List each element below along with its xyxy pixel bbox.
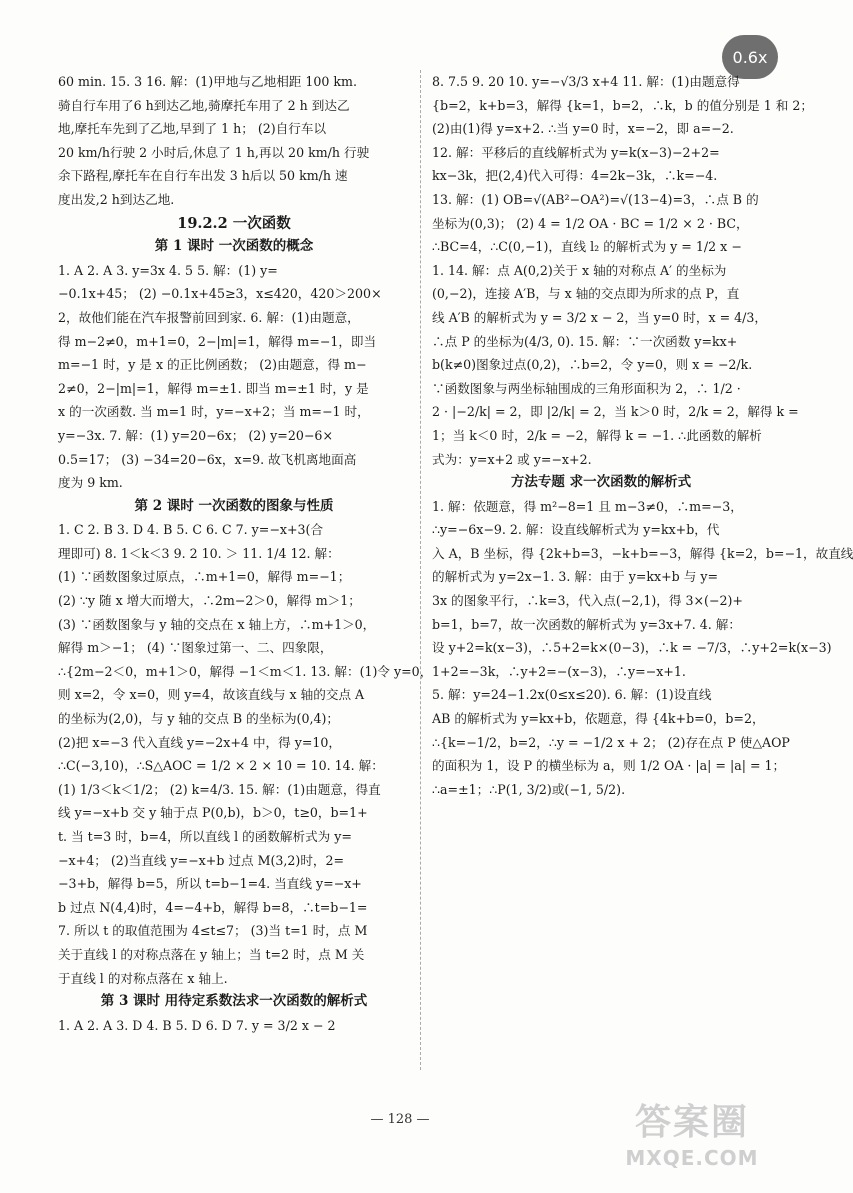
answer-line: 地,摩托车先到了乙地,早到了 1 h； (2)自行车以 — [58, 121, 327, 137]
answer-line: (2)把 x=−3 代入直线 y=−2x+4 中，得 y=10， — [58, 734, 342, 750]
answer-line: x 的一次函数. 当 m=1 时，y=−x+2；当 m=−1 时， — [58, 404, 370, 420]
answer-line: 解得 m＞−1； (4) ∵图象过第一、二、四象限， — [58, 640, 333, 656]
answer-line: 2≠0，2−|m|=1，解得 m=±1. 即当 m=±1 时，y 是 — [58, 380, 369, 396]
answer-line: ∴C(−3,10)，∴S△AOC = 1/2 × 2 × 10 = 10. 14. 解： — [58, 758, 384, 774]
answer-line: 的面积为 1，设 P 的横坐标为 a，则 1/2 OA · |a| = |a| = 1； — [432, 758, 786, 774]
answer-line: 的坐标为(2,0)，与 y 轴的交点 B 的坐标为(0,4)； — [58, 711, 339, 727]
answer-line: b(k≠0)图象过点(0,2)，∴b=2，令 y=0，则 x = −2/k. — [432, 357, 753, 373]
answer-line: 1. 14. 解：点 A(0,2)关于 x 轴的对称点 A′ 的坐标为 — [432, 262, 727, 278]
answer-line: 度为 9 km. — [58, 475, 123, 491]
section-heading: 第 3 课时 用待定系数法求一次函数的解析式 — [100, 993, 368, 1010]
answer-line: 得 m−2≠0，m+1=0，2−|m|=1，解得 m=−1，即当 — [58, 333, 377, 349]
answer-line: 2，故他们能在汽车报警前回到家. 6. 解：(1)由题意， — [58, 309, 360, 325]
answer-line: 于直线 l 的对称点落在 x 轴上. — [58, 970, 228, 986]
right-column — [432, 70, 853, 801]
answer-line: 线 y=−x+b 交 y 轴于点 P(0,b)，b＞0，t≥0，b=1+ — [58, 805, 368, 821]
answer-line: 1. A 2. A 3. D 4. B 5. D 6. D 7. y = 3/2 x − 2 — [58, 1017, 336, 1033]
answer-line: 线 A′B 的解析式为 y = 3/2 x − 2，当 y=0 时，x = 4/3， — [432, 309, 767, 325]
answer-line: AB 的解析式为 y=kx+b，依题意，得 {4k+b=0，b=2， — [432, 711, 765, 727]
section-heading: 第 1 课时 一次函数的概念 — [154, 238, 314, 255]
answer-line: (1) 1/3＜k＜1/2； (2) k=4/3. 15. 解：(1)由题意，得直 — [58, 781, 381, 797]
answer-line: 度出发,2 h到达乙地. — [58, 191, 175, 207]
answer-line: 的解析式为 y=2x−1. 3. 解：由于 y=kx+b 与 y= — [432, 569, 719, 585]
left-column — [58, 70, 433, 1037]
answer-line: kx−3k，把(2,4)代入可得：4=2k−3k，∴k=−4. — [432, 168, 718, 184]
answer-line: (0,−2)，连接 A′B，与 x 轴的交点即为所求的点 P，直 — [432, 286, 740, 302]
watermark-text: 答案圈 — [634, 1102, 749, 1143]
answer-line: 式为：y=x+2 或 y=−x+2. — [432, 451, 592, 467]
answer-line: 则 x=2，令 x=0，则 y=4，故该直线与 x 轴的交点 A — [58, 687, 365, 703]
answer-line: 理即可) 8. 1＜k＜3 9. 2 10. ＞ 11. 1/4 12. 解： — [58, 545, 340, 561]
answer-line: 1；当 k＜0 时，2/k = −2，解得 k = −1. ∴此函数的解析 — [432, 427, 762, 443]
column-divider — [420, 70, 421, 1070]
answer-line: {b=2，k+b=3，解得 {k=1，b=2，∴k，b 的值分别是 1 和 2； — [432, 97, 813, 113]
answer-line: (1) ∵函数图象过原点，∴m+1=0，解得 m=−1； — [58, 569, 351, 585]
watermark-logo — [602, 1101, 782, 1181]
answer-line: 8. 7.5 9. 20 10. y=−√3/3 x+4 11. 解：(1)由题意得 — [432, 74, 740, 89]
answer-line: 1+2=−3k，∴y+2=−(x−3)，∴y=−x+1. — [432, 663, 686, 679]
answer-line: ∴点 P 的坐标为(4/3, 0). 15. 解：∵一次函数 y=kx+ — [432, 333, 738, 349]
answer-line: 13. 解：(1) OB=√(AB²−OA²)=√(13−4)=3，∴点 B 的 — [432, 191, 759, 207]
section-heading: 方法专题 求一次函数的解析式 — [510, 474, 692, 491]
answer-line: 设 y+2=k(x−3)，∴5+2=k×(0−3)，∴k = −7/3，∴y+2=k(x−3) — [432, 640, 832, 656]
watermark-domain: MXQE.COM — [625, 1146, 759, 1170]
answer-line: b=1，b=7，故一次函数的解析式为 y=3x+7. 4. 解： — [432, 616, 741, 632]
answer-line: 7. 所以 t 的取值范围为 4≤t≤7； (3)当 t=1 时，点 M — [58, 923, 368, 939]
answer-line: 2 · |−2/k| = 2，即 |2/k| = 2，当 k＞0 时，2/k = 2，解得 k = — [432, 404, 799, 420]
answer-line: 余下路程,摩托车在自行车出发 3 h后以 50 km/h 速 — [58, 168, 348, 184]
answer-line: 3x 的图象平行，∴k=3，代入点(−2,1)，得 3×(−2)+ — [432, 593, 743, 609]
section-heading: 第 2 课时 一次函数的图象与性质 — [134, 497, 334, 514]
answer-line: ∴y=−6x−9. 2. 解：设直线解析式为 y=kx+b，代 — [432, 522, 720, 538]
answer-line: 入 A，B 坐标，得 {2k+b=3，−k+b=−3，解得 {k=2，b=−1，故直线 — [432, 545, 853, 561]
answer-line: 1. 解：依题意，得 m²−8=1 且 m−3≠0，∴m=−3， — [432, 498, 743, 514]
answer-line: b 过点 N(4,4)时，4=−4+b，解得 b=8，∴t=b−1= — [58, 899, 368, 915]
answer-line: −x+4； (2)当直线 y=−x+b 过点 M(3,2)时，2= — [58, 852, 345, 868]
answer-line: (2) ∵y 随 x 增大而增大，∴2m−2＞0，解得 m＞1； — [58, 593, 361, 609]
answer-line: ∴{2m−2＜0，m+1＞0，解得 −1＜m＜1. 13. 解：(1)令 y=0， — [58, 663, 433, 679]
answer-line: m=−1 时，y 是 x 的正比例函数； (2)由题意，得 m− — [58, 357, 367, 373]
answer-line: t. 当 t=3 时，b=4，所以直线 l 的函数解析式为 y= — [58, 829, 352, 844]
answer-line: 20 km/h行驶 2 小时后,休息了 1 h,再以 20 km/h 行驶 — [58, 144, 370, 160]
answer-line: ∴a=±1；∴P(1, 3/2)或(−1, 5/2). — [432, 781, 626, 797]
answer-line: −3+b，解得 b=5，所以 t=b−1=4. 当直线 y=−x+ — [58, 876, 362, 892]
answer-line: ∵函数图象与两坐标轴围成的三角形面积为 2，∴ 1/2 · — [432, 380, 741, 396]
answer-line: −0.1x+45； (2) −0.1x+45≥3，x≤420，420＞200× — [58, 286, 382, 302]
answer-line: 关于直线 l 的对称点落在 y 轴上；当 t=2 时，点 M 关 — [58, 946, 365, 962]
answer-line: 1. C 2. B 3. D 4. B 5. C 6. C 7. y=−x+3(合 — [58, 522, 324, 538]
section-heading: 19.2.2 一次函数 — [177, 214, 291, 232]
answer-line: ∴{k=−1/2，b=2，∴y = −1/2 x + 2； (2)存在点 P 使△AOP — [432, 734, 790, 750]
speed-label: 0.6x — [732, 47, 768, 67]
answer-line: 骑自行车用了6 h到达乙地,骑摩托车用了 2 h 到达乙 — [58, 97, 350, 113]
answer-line: 60 min. 15. 3 16. 解：(1)甲地与乙地相距 100 km. — [58, 74, 357, 89]
answer-line: 12. 解：平移后的直线解析式为 y=k(x−3)−2+2= — [432, 144, 720, 160]
answer-line: ∴BC=4，∴C(0,−1)，直线 l₂ 的解析式为 y = 1/2 x − — [432, 239, 742, 255]
answer-line: 0.5=17； (3) −34=20−6x，x=9. 故飞机离地面高 — [58, 451, 357, 467]
answer-line: 5. 解：y=24−1.2x(0≤x≤20). 6. 解：(1)设直线 — [432, 687, 712, 703]
answer-line: 1. A 2. A 3. y=3x 4. 5 5. 解：(1) y= — [58, 262, 278, 278]
page-number: — 128 — — [370, 1112, 430, 1127]
answer-line: 坐标为(0,3)； (2) 4 = 1/2 OA · BC = 1/2 × 2 · BC， — [432, 215, 749, 231]
answer-line: y=−3x. 7. 解：(1) y=20−6x； (2) y=20−6× — [58, 427, 333, 443]
answer-line: (3) ∵函数图象与 y 轴的交点在 x 轴上方，∴m+1＞0， — [58, 616, 376, 632]
answer-line: (2)由(1)得 y=x+2. ∴当 y=0 时，x=−2，即 a=−2. — [432, 121, 734, 137]
